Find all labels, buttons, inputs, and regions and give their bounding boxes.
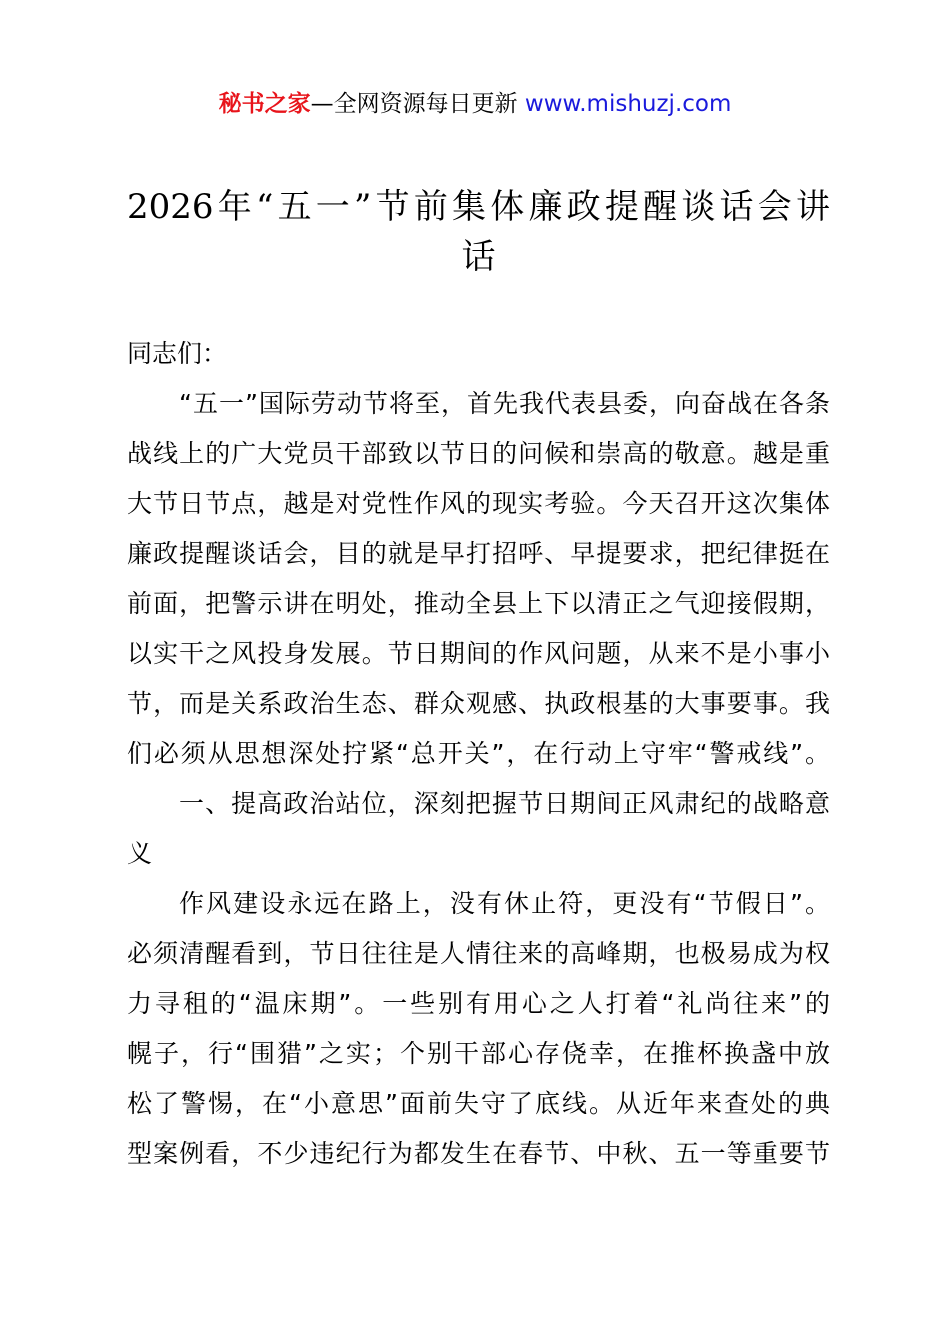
brand-name: 秘书之家 bbox=[218, 91, 311, 117]
text-line: “五一”国际劳动节将至，首先我代表县委，向奋战在各条 bbox=[179, 389, 830, 418]
text-line: 作风建设永远在路上，没有休止符，更没有“节假日”。 bbox=[179, 889, 830, 918]
text-line: 必须清醒看到，节日往往是人情往来的高峰期，也极易成为权 bbox=[127, 939, 830, 968]
text-line: 前面，把警示讲在明处，推动全县上下以清正之气迎接假期， bbox=[127, 589, 830, 618]
paragraph-section-1 bbox=[127, 879, 830, 1179]
site-watermark-header bbox=[0, 88, 950, 120]
text-line: 以实干之风投身发展。节日期间的作风问题，从来不是小事小 bbox=[127, 639, 830, 668]
text-line: 节，而是关系政治生态、群众观感、执政根基的大事要事。我 bbox=[127, 689, 830, 718]
text-line: 型案例看，不少违纪行为都发生在春节、中秋、五一等重要节 bbox=[127, 1139, 830, 1168]
text-line: 幌子，行“围猎”之实；个别干部心存侥幸，在推杯换盏中放 bbox=[127, 1039, 830, 1068]
section-heading-1 bbox=[127, 779, 830, 879]
document-title bbox=[127, 182, 830, 282]
title-line: 话 bbox=[461, 237, 496, 277]
document-body bbox=[127, 329, 830, 1179]
text-line: 们必须从思想深处拧紧“总开关”，在行动上守牢“警戒线”。 bbox=[127, 739, 830, 768]
heading-line: 义 bbox=[127, 839, 153, 868]
text-line: 松了警惕，在“小意思”面前失守了底线。从近年来查处的典 bbox=[127, 1089, 830, 1118]
title-line: 2026年“五一”节前集体廉政提醒谈话会讲 bbox=[127, 187, 830, 227]
text-line: 大节日节点，越是对党性作风的现实考验。今天召开这次集体 bbox=[127, 489, 830, 518]
text-line: 廉政提醒谈话会，目的就是早打招呼、早提要求，把纪律挺在 bbox=[127, 539, 830, 568]
text-line: 力寻租的“温床期”。一些别有用心之人打着“礼尚往来”的 bbox=[127, 989, 830, 1018]
heading-line: 一、提高政治站位，深刻把握节日期间正风肃纪的战略意 bbox=[179, 789, 830, 818]
paragraph-intro bbox=[127, 379, 830, 779]
site-url-link[interactable]: www.mishuzj.com bbox=[524, 91, 732, 117]
salutation: 同志们： bbox=[127, 339, 228, 368]
header-tagline: —全网资源每日更新 bbox=[310, 91, 525, 117]
text-line: 战线上的广大党员干部致以节日的问候和崇高的敬意。越是重 bbox=[127, 439, 830, 468]
